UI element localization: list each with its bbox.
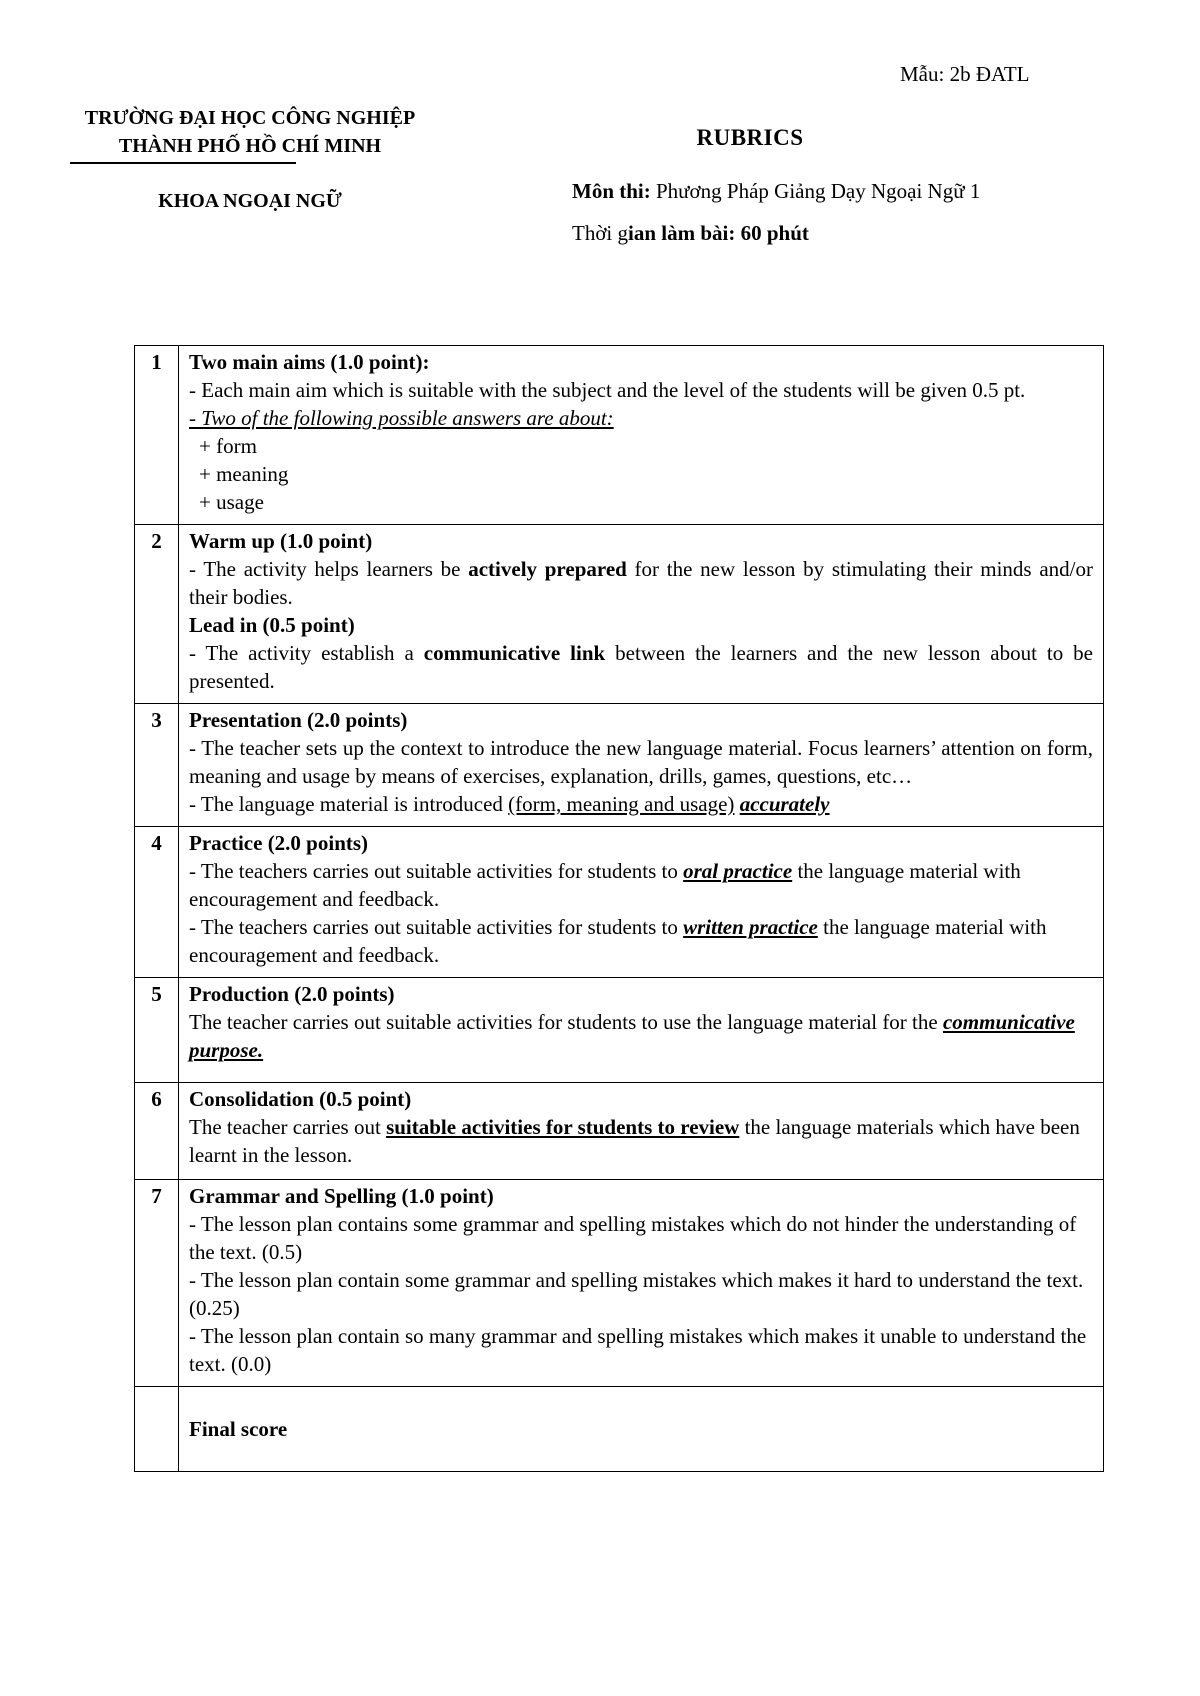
- final-score-cell: [179, 1387, 1104, 1472]
- school-name-line2: THÀNH PHỐ HỒ CHÍ MINH: [118, 135, 382, 157]
- text-run: - The teachers carries out suitable activities for students to: [189, 859, 684, 883]
- criterion-number: 3: [135, 704, 179, 827]
- criterion-text: [189, 1113, 1093, 1169]
- table-row: [135, 827, 1104, 978]
- criterion-number: 1: [135, 346, 179, 525]
- criterion-text: [189, 1008, 1093, 1064]
- school-name-line1: TRƯỜNG ĐẠI HỌC CÔNG NGHIỆP: [84, 107, 416, 129]
- final-score-label: Final score: [189, 1417, 288, 1441]
- text-run-emphasis: oral practice: [683, 859, 793, 883]
- criterion-cell: [179, 1180, 1104, 1387]
- criterion-text: [189, 790, 1093, 818]
- criterion-title: Production (2.0 points): [189, 982, 395, 1006]
- faculty-name: KHOA NGOẠI NGỮ: [158, 190, 342, 212]
- criterion-cell: [179, 978, 1104, 1083]
- exam-duration-prefix: Thời g: [572, 221, 629, 245]
- option-item: + meaning: [199, 462, 289, 486]
- text-run: the language material with encouragement and feedback.: [189, 859, 1021, 911]
- criterion-subtitle: Lead in (0.5 point): [189, 613, 355, 637]
- text-run-underline: (form, meaning and usage): [508, 792, 735, 816]
- text-run: The teacher carries out suitable activities for students to use the language material for the: [189, 1010, 943, 1034]
- option-item: + form: [199, 434, 257, 458]
- criterion-text: [189, 857, 1093, 913]
- text-run: - The teachers carries out suitable activities for students to: [189, 915, 684, 939]
- criterion-text: [189, 555, 1093, 611]
- criterion-title: Practice (2.0 points): [189, 831, 369, 855]
- criterion-number: 2: [135, 525, 179, 704]
- criterion-text: - Each main aim which is suitable with the subject and the level of the students will be given 0.5 pt.: [189, 378, 1026, 402]
- header-divider: [70, 162, 296, 164]
- text-run: the language materials which have been learnt in the lesson.: [189, 1115, 1080, 1167]
- option-item: + usage: [199, 490, 264, 514]
- table-row: [135, 1180, 1104, 1387]
- criterion-text: - The lesson plan contain so many grammar and spelling mistakes which makes it unable to understand the text. (0.0): [189, 1324, 1087, 1376]
- text-run: - The activity helps learners be: [189, 557, 469, 581]
- criterion-number: 4: [135, 827, 179, 978]
- exam-subject-value: Phương Pháp Giảng Dạy Ngoại Ngữ 1: [656, 179, 981, 203]
- criterion-text: - The lesson plan contains some grammar and spelling mistakes which do not hinder the understanding of the text. (0.5): [189, 1212, 1077, 1264]
- text-run: for the new lesson by stimulating their minds and/or their bodies.: [189, 557, 1093, 609]
- criterion-title: Warm up (1.0 point): [189, 529, 373, 553]
- criterion-text: - Two of the following possible answers are about:: [189, 406, 614, 430]
- criterion-text: [189, 913, 1093, 969]
- table-row: [135, 525, 1104, 704]
- exam-subject: [572, 177, 980, 205]
- table-row: [135, 978, 1104, 1083]
- text-run: The teacher carries out: [189, 1115, 387, 1139]
- criterion-number: 6: [135, 1083, 179, 1180]
- criterion-cell: [179, 827, 1104, 978]
- text-run: - The activity establish a: [189, 641, 424, 665]
- text-run-bold: actively prepared: [468, 557, 627, 581]
- criterion-text: - The teacher sets up the context to introduce the new language material. Focus learners’ attention on form, meaning and usage by means of exercises, explanation, drills, games, questions, etc…: [189, 736, 1093, 788]
- text-run-emphasis: accurately: [739, 792, 830, 816]
- text-run: the language material with encouragement and feedback.: [189, 915, 1047, 967]
- table-row: [135, 346, 1104, 525]
- exam-subject-label: Môn thi:: [572, 179, 651, 203]
- criterion-title: Two main aims (1.0 point):: [189, 350, 430, 374]
- rubric-table: [134, 345, 1104, 1472]
- criterion-cell: [179, 704, 1104, 827]
- exam-duration: [572, 219, 809, 247]
- text-run: - The language material is introduced: [189, 792, 509, 816]
- table-row: [135, 1083, 1104, 1180]
- text-run-emphasis: suitable activities for students to review: [386, 1115, 740, 1139]
- criterion-title: Grammar and Spelling (1.0 point): [189, 1184, 494, 1208]
- criterion-title: Presentation (2.0 points): [189, 708, 408, 732]
- text-run: between the learners and the new lesson about to be presented.: [189, 641, 1093, 693]
- page-title: RUBRICS: [696, 125, 804, 150]
- criterion-cell: [179, 525, 1104, 704]
- text-run-bold: communicative link: [423, 641, 606, 665]
- school-name: [70, 104, 430, 160]
- criterion-number: 5: [135, 978, 179, 1083]
- criterion-text: - The lesson plan contain some grammar and spelling mistakes which makes it hard to understand the text. (0.25): [189, 1268, 1084, 1320]
- criterion-cell: [179, 1083, 1104, 1180]
- text-run-emphasis: communicative purpose.: [189, 1010, 1075, 1062]
- exam-duration-label: ian làm bài: 60 phút: [628, 221, 809, 245]
- form-code: Mẫu: 2b ĐATL: [900, 62, 1030, 86]
- text-run-emphasis: written practice: [683, 915, 818, 939]
- criterion-text: [189, 639, 1093, 695]
- criterion-number-empty: [135, 1387, 179, 1472]
- criterion-cell: [179, 346, 1104, 525]
- criterion-number: 7: [135, 1180, 179, 1387]
- table-row: [135, 1387, 1104, 1472]
- table-row: [135, 704, 1104, 827]
- criterion-title: Consolidation (0.5 point): [189, 1087, 412, 1111]
